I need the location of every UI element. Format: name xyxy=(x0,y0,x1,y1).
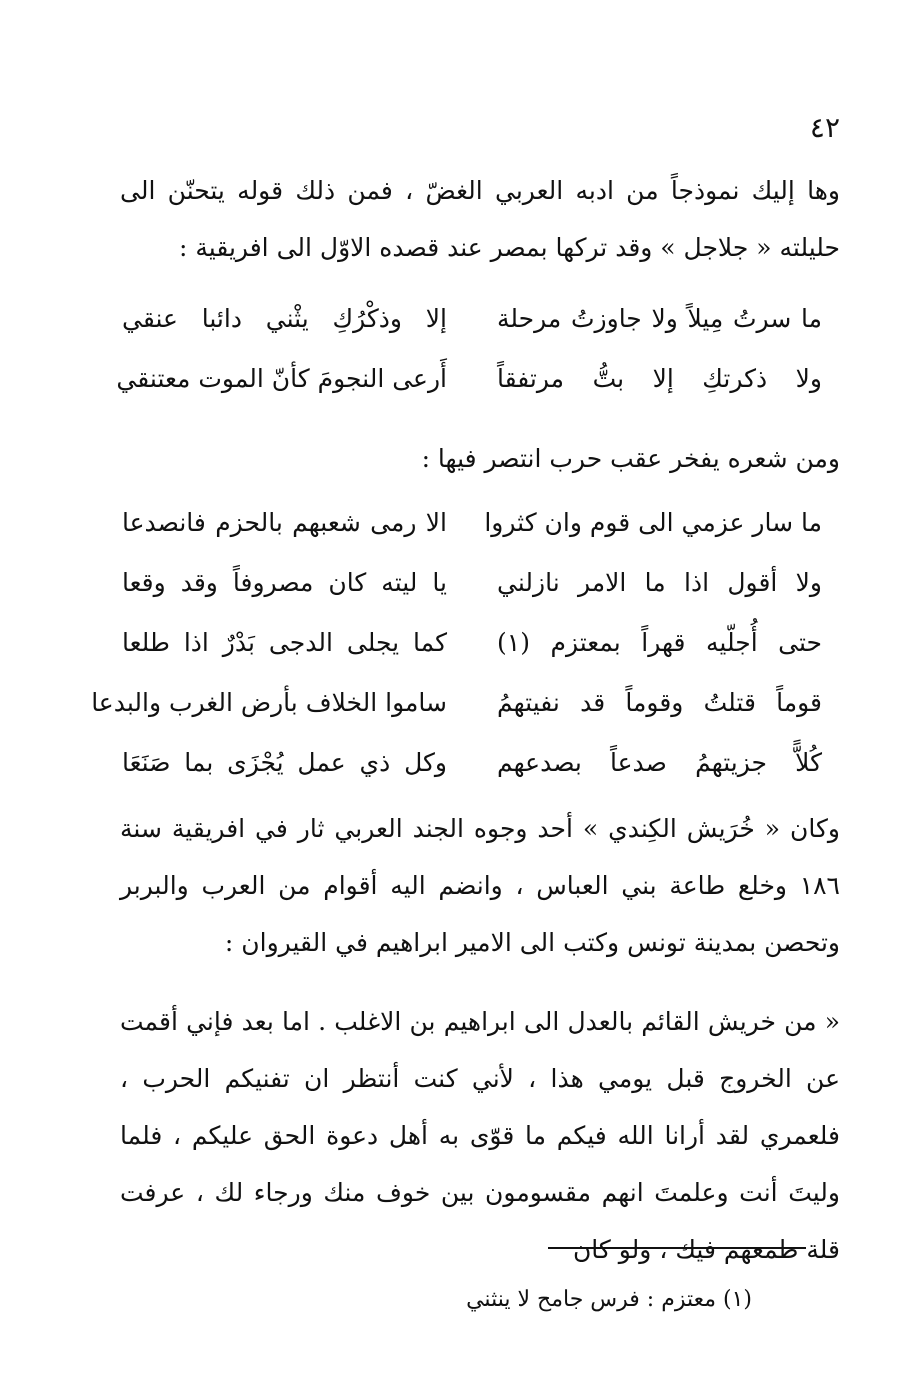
verse-second-hemistich: كما يجلى الدجى بَدْرٌ اذا طلعا xyxy=(122,627,447,657)
verse-line xyxy=(122,492,822,552)
poem-block-1 xyxy=(116,288,822,408)
footnote-divider xyxy=(548,1247,806,1249)
verse-first-hemistich: ولا ذكرتكِ إلا بتُّ مرتفقاً xyxy=(497,363,822,393)
verse-line xyxy=(122,552,822,612)
verse-line xyxy=(122,612,822,672)
verse-first-hemistich: ولا أقول اذا ما الامر نازلني xyxy=(497,567,822,597)
verse-first-hemistich: حتى أُجلّيه قهراً بمعتزم (١) xyxy=(497,627,822,657)
poem-intro-paragraph: ومن شعره يفخر عقب حرب انتصر فيها : xyxy=(421,444,840,473)
verse-second-hemistich: الا رمى شعبهم بالحزم فانصدعا xyxy=(122,507,447,537)
verse-line xyxy=(91,672,822,732)
verse-second-hemistich: ساموا الخلاف بأرض الغرب والبدعا xyxy=(91,687,447,717)
intro-paragraph: وها إليك نموذجاً من ادبه العربي الغضّ ، فمن ذلك قوله يتحنّن الى حليلته « جلاجل » وقد تركها بمصر عند قصده الاوّل الى افريقية : xyxy=(120,176,840,262)
verse-first-hemistich: ما سار عزمي الى قوم وان كثروا xyxy=(484,507,822,537)
verse-first-hemistich: قوماً قتلتُ وقوماً قد نفيتهمُ xyxy=(497,687,822,717)
footnote: (١) معتزم : فرس جامح لا ينثني xyxy=(466,1287,752,1312)
verse-second-hemistich: إلا وذكْرُكِ يثْني دائبا عنقي xyxy=(122,303,447,333)
verse-line xyxy=(122,288,822,348)
history-paragraph: وكان « خُرَيش الكِندي » أحد وجوه الجند العربي ثار في افريقية سنة ١٨٦ وخلع طاعة بني العباس ، وانضم اليه أقوام من العرب والبربر وتحصن بمدينة تونس وكتب الى الامير ابراهيم في القيروان : xyxy=(120,814,840,957)
verse-second-hemistich: وكل ذي عمل يُجْزَى بما صَنَعَا xyxy=(122,747,447,777)
poem-block-2 xyxy=(91,492,822,792)
verse-first-hemistich: ما سرتُ مِيلاً ولا جاوزتُ مرحلة xyxy=(497,303,822,333)
verse-second-hemistich: يا ليته كان مصروفاً وقد وقعا xyxy=(122,567,447,597)
verse-first-hemistich: كُلاًّ جزيتهمُ صدعاً بصدعهم xyxy=(497,747,822,777)
verse-second-hemistich: أَرعى النجومَ كأنّ الموت معتنقي xyxy=(116,363,447,393)
page-number: ٤٢ xyxy=(809,111,840,144)
letter-paragraph: « من خريش القائم بالعدل الى ابراهيم بن الاغلب . اما بعد فإني أقمت عن الخروج قبل يومي هذا ، لأني كنت أنتظر ان تفنيكم الحرب ، فلعمري لقد أرانا الله فيكم ما قوّى به أهل دعوة الحق عليكم ، فلما وليتَ أنت وعلمتَ انهم مقسومون بين خوف منك ورجاء لك ، عرفت قلة طمعهم فيك ، ولو كان xyxy=(120,1007,840,1264)
verse-line xyxy=(122,732,822,792)
verse-line xyxy=(116,348,822,408)
